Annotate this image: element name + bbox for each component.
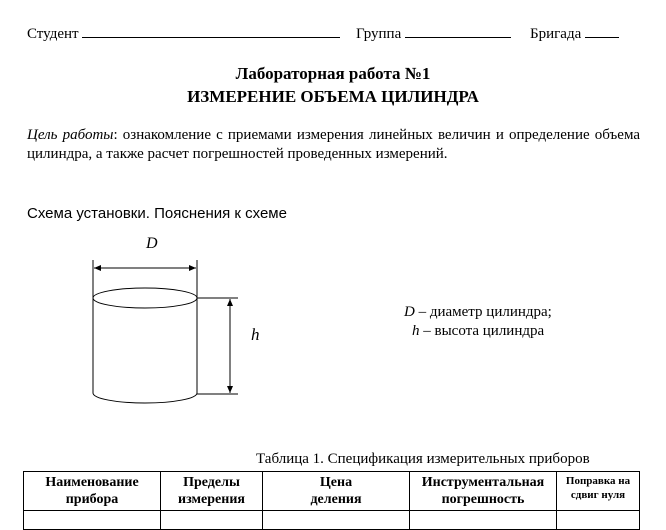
legend-text: – высота цилиндра	[419, 323, 545, 339]
schema-title: Схема установки. Пояснения к схеме	[27, 205, 287, 222]
diameter-symbol: D	[146, 235, 158, 252]
col-header-zero-shift: Поправка на сдвиг нуля	[557, 472, 640, 511]
group-label: Группа	[356, 26, 402, 42]
cylinder-diagram	[80, 230, 260, 415]
table-caption: Таблица 1. Спецификация измерительных приборов	[256, 451, 590, 467]
student-blank[interactable]	[82, 23, 340, 38]
legend-symbol: D	[404, 304, 415, 320]
table-row	[24, 511, 640, 530]
lab-title: Лабораторная работа №1	[235, 64, 431, 83]
legend-symbol: h	[412, 323, 420, 339]
col-header-division: Цена деления	[263, 472, 410, 511]
col-header-error: Инструментальная погрешность	[410, 472, 557, 511]
brigade-field-row	[530, 23, 619, 43]
cylinder-top	[93, 288, 197, 308]
goal-paragraph	[27, 126, 640, 164]
brigade-blank[interactable]	[585, 23, 619, 38]
goal-label: Цель работы	[27, 127, 114, 143]
col-header-name: Наименование прибора	[24, 472, 161, 511]
student-label: Студент	[27, 26, 79, 42]
table-cell[interactable]	[24, 511, 161, 530]
instruments-table	[23, 471, 640, 530]
cylinder-bottom	[93, 393, 197, 403]
legend-text: – диаметр цилиндра;	[414, 304, 552, 320]
goal-text: : ознакомление с приемами измерения линейных величин и определение объема цилиндра, а также расчет погрешностей проведенных измерений.	[27, 127, 640, 162]
col-header-limits: Пределы измерения	[161, 472, 263, 511]
table-cell[interactable]	[161, 511, 263, 530]
height-symbol: h	[251, 325, 260, 344]
brigade-label: Бригада	[530, 26, 582, 42]
legend-item-height	[412, 323, 544, 340]
group-blank[interactable]	[405, 23, 511, 38]
group-field-row	[356, 23, 511, 43]
lab-subtitle: ИЗМЕРЕНИЕ ОБЪЕМА ЦИЛИНДРА	[187, 87, 479, 106]
legend-item-diameter	[404, 304, 552, 321]
table-header-row	[24, 472, 640, 511]
table-cell[interactable]	[557, 511, 640, 530]
table-cell[interactable]	[263, 511, 410, 530]
table-cell[interactable]	[410, 511, 557, 530]
student-field-row	[27, 23, 340, 43]
